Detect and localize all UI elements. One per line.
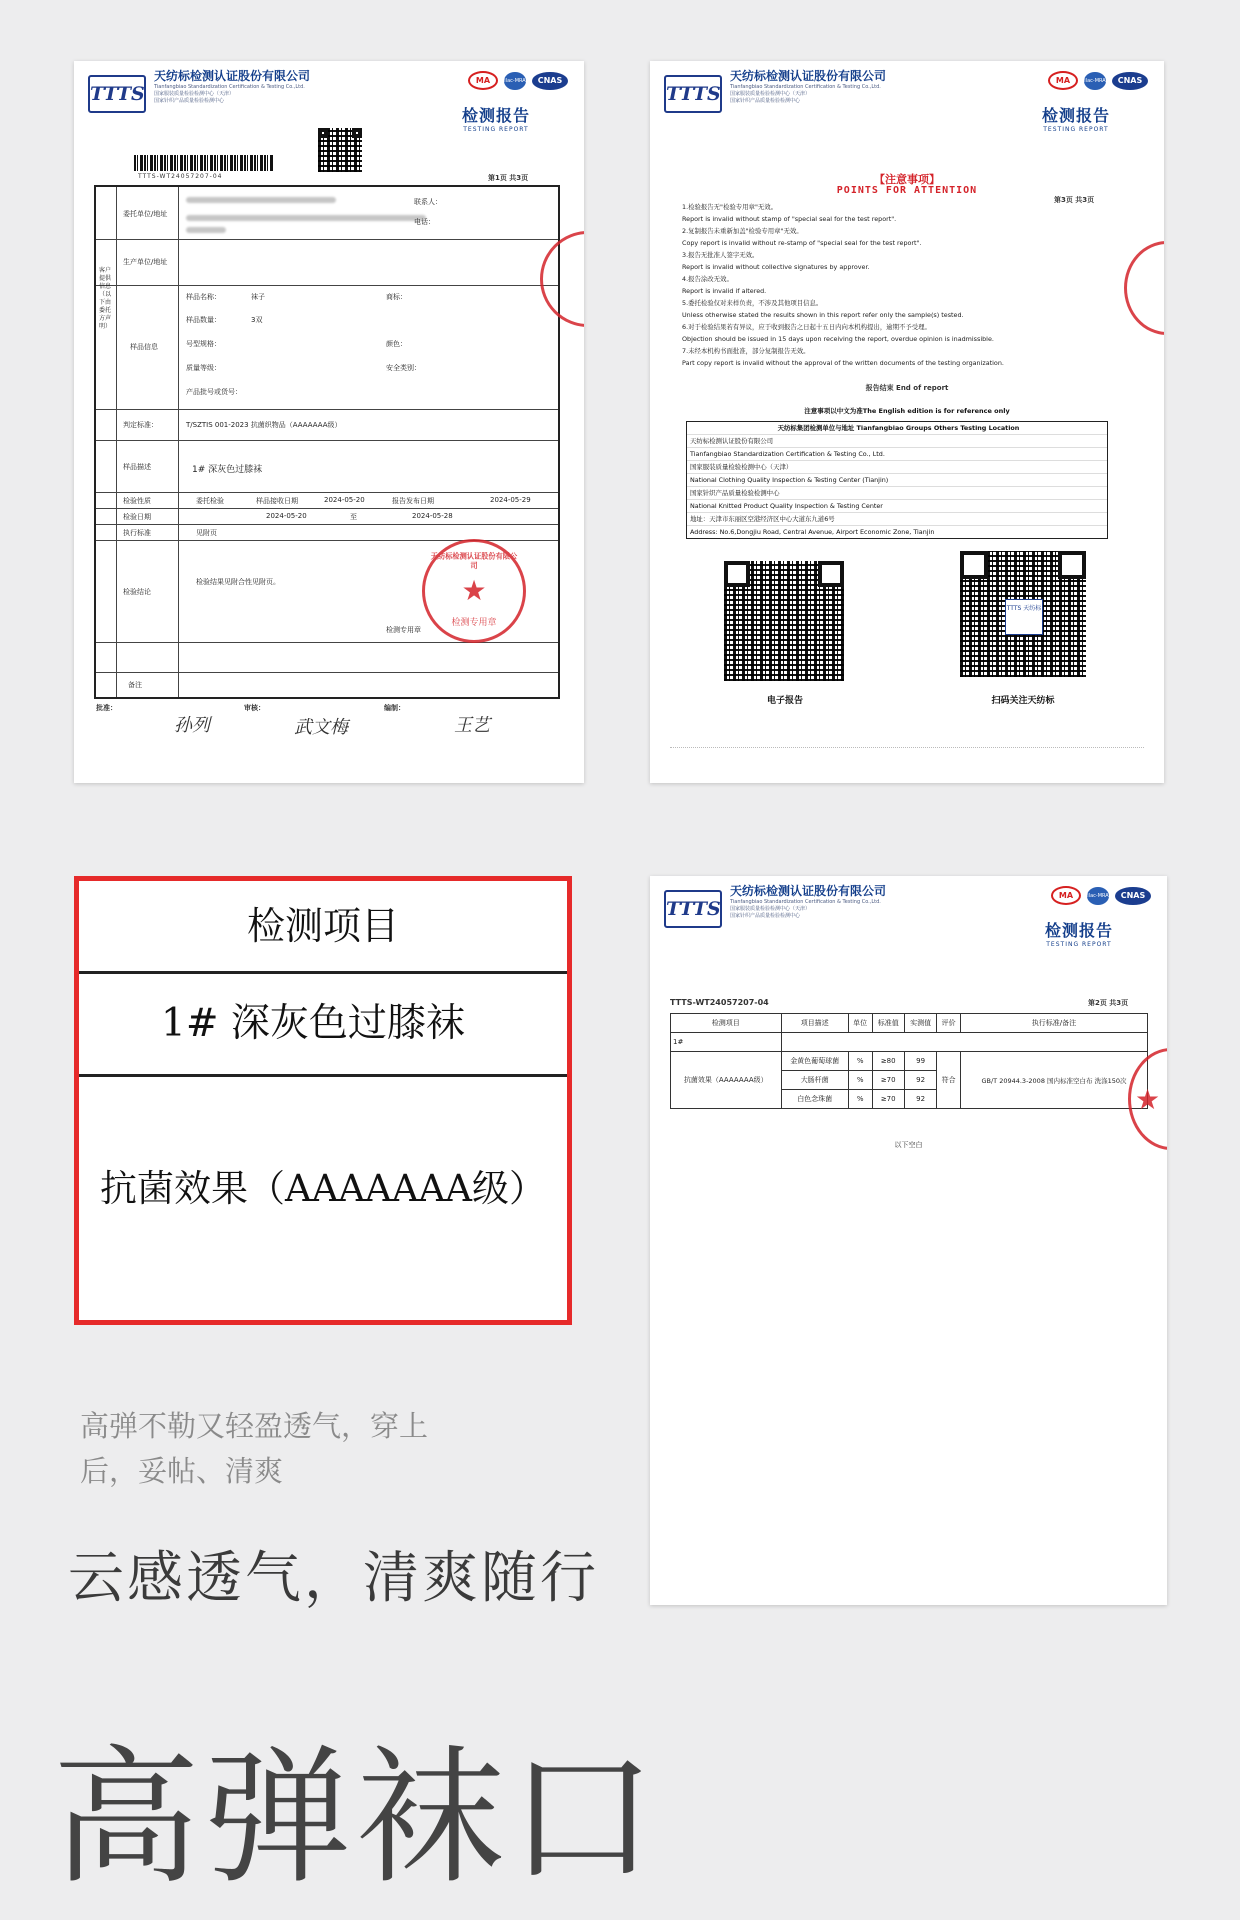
red-seal-icon: 天纺标检测认证股份有限公司 ★ 检测专用章 (422, 539, 526, 643)
unit-cell: % (848, 1090, 872, 1109)
cnas-mark-icon: CNAS (1115, 887, 1151, 905)
accreditation-marks (468, 71, 568, 90)
report-header (658, 878, 1159, 960)
attention-notes (682, 201, 1122, 369)
report-title-en: TESTING REPORT (1046, 941, 1112, 948)
issue-date-value: 2024-05-29 (490, 496, 531, 504)
edge-seal-icon (1124, 241, 1164, 335)
safety-label: 安全类别： (386, 364, 421, 372)
org-name-en: Tianfangbiao Standardization Certification & Testing Co.,Ltd. (730, 84, 881, 90)
report-number: TTTS-WT24057207-04 (138, 173, 223, 180)
qr-code-icon (318, 128, 362, 172)
report-title (1042, 103, 1110, 133)
author-label: 编制： (384, 704, 405, 712)
org-name: 天纺标检测认证股份有限公司 (154, 69, 311, 83)
center-2: 国家针织产品质量检验检测中心 (730, 98, 801, 104)
address-row: 天纺标检测认证股份有限公司 (687, 435, 1107, 448)
ilac-mark-icon: ilac-MRA (1084, 72, 1106, 90)
bacteria-name: 白色念珠菌 (781, 1090, 848, 1109)
sample-info-label: 样品信息 (130, 343, 158, 351)
ttts-logo: TTTS (664, 890, 722, 928)
exec-std-label: 执行标准 (123, 529, 151, 537)
ttts-logo: TTTS (88, 75, 146, 113)
brand-label: 商标： (386, 293, 407, 301)
std-cell: ≥70 (872, 1071, 904, 1090)
conclusion-value: 检验结果见附合性见附页。 (196, 578, 280, 586)
report-title-en: TESTING REPORT (463, 126, 529, 133)
report-header (658, 63, 1156, 145)
value-cell: 92 (904, 1071, 936, 1090)
address-row: Tianfangbiao Standardization Certification & Testing Co., Ltd. (687, 448, 1107, 461)
value-cell: 99 (904, 1052, 936, 1071)
page-indicator: 第2页 共3页 (1088, 999, 1129, 1007)
center-1: 国家服装质量检验检测中心（天津） (730, 91, 811, 97)
ilac-mark-icon: ilac-MRA (504, 72, 526, 90)
reviewer-label: 审核： (244, 704, 265, 712)
test-date-to: 2024-05-28 (412, 512, 453, 520)
address-row: Address: No.6,Dongjiu Road, Central Avenue, Airport Economic Zone, Tianjin (690, 528, 935, 536)
report-title-zh: 检测报告 (461, 106, 530, 125)
testing-report-page-1 (74, 61, 584, 783)
redacted-address (186, 215, 426, 221)
col-header: 实测值 (904, 1014, 936, 1033)
ma-mark-icon: MA (468, 71, 498, 90)
center-1: 国家服装质量检验检测中心（天津） (154, 91, 235, 97)
testing-report-page-2 (650, 876, 1167, 1605)
note-line: 1.检验报告无"检验专用章"无效。 (682, 203, 778, 211)
ilac-mark-icon: ilac-MRA (1087, 887, 1109, 905)
report-title (462, 103, 530, 133)
attention-title-zh: 【注意事项】 (874, 173, 940, 186)
note-line: 6.对于检验结果若有异议，应于收到报告之日起十五日内向本机构提出，逾期不予受理。 (682, 323, 931, 331)
reference-note: 注意事项以中文为准The English edition is for reference only (804, 407, 1010, 415)
producer-label: 生产单位/地址 (123, 258, 168, 266)
note-line: Report is invalid if altered. (682, 287, 767, 295)
barcode-icon (134, 155, 274, 171)
cnas-mark-icon: CNAS (1112, 72, 1148, 90)
report-title-zh: 检测报告 (1041, 106, 1110, 125)
item-cell: 抗菌效果（AAAAAAA级） (671, 1052, 782, 1109)
testing-report-page-3 (650, 61, 1164, 783)
footer-rule (670, 747, 1144, 748)
bacteria-name: 金黄色葡萄球菌 (781, 1052, 848, 1071)
exec-note-cell: GB/T 20944.3-2008 国内标准空白布 洗涤150次 (960, 1052, 1147, 1109)
standard-value: T/SZTIS 001-2023 抗菌织物品（AAAAAAA级） (186, 421, 342, 429)
org-block (730, 67, 990, 105)
note-line: 5.委托检验仅对来样负责，不涉及其他项目信息。 (682, 299, 823, 307)
col-header: 执行标准/备注 (960, 1014, 1147, 1033)
note-line: Copy report is invalid without re-stamp of "special seal for the test report". (682, 239, 922, 247)
redacted-client (186, 197, 336, 203)
table-header-row (671, 1014, 1148, 1033)
recv-date-value: 2024-05-20 (324, 496, 365, 504)
col-header: 评价 (937, 1014, 961, 1033)
evaluation-cell: 符合 (937, 1052, 961, 1109)
center-1: 国家服装质量检验检测中心（天津） (730, 906, 811, 912)
unit-cell: % (848, 1052, 872, 1071)
grade-label: 质量等级： (186, 364, 221, 372)
org-name: 天纺标检测认证股份有限公司 (730, 884, 887, 898)
address-row: 地址：天津市东丽区空港经济区中心大道东九道6号 (687, 513, 1107, 526)
sample-name-value: 袜子 (251, 293, 265, 301)
test-item-title: 检测项目 (79, 881, 567, 974)
qty-label: 样品数量： (186, 316, 221, 324)
color-label: 颜色： (386, 340, 407, 348)
org-name: 天纺标检测认证股份有限公司 (730, 69, 887, 83)
batch-label: 产品批号或货号： (186, 388, 242, 396)
address-row: 国家针织产品质量检验检测中心 (687, 487, 1107, 500)
col-header: 项目描述 (781, 1014, 848, 1033)
qr-badge: TTTS 天纺标 (1005, 599, 1043, 635)
cnas-mark-icon: CNAS (532, 72, 568, 90)
note-line: Objection should be issued in 15 days upon receiving the report, overdue opinion is inadmissible. (682, 335, 994, 343)
recv-date-label: 样品接收日期 (256, 497, 298, 505)
test-item-panel (74, 876, 572, 1325)
address-row: National Clothing Quality Inspection & Testing Center (Tianjin) (687, 474, 1107, 487)
std-cell: ≥70 (872, 1090, 904, 1109)
phone-label: 电话： (414, 218, 435, 226)
exec-std-value: 见附页 (196, 529, 217, 537)
desc-value: 1# 深灰色过膝袜 (192, 465, 263, 475)
conclusion-label: 检验结论 (123, 588, 151, 596)
unit-cell: % (848, 1071, 872, 1090)
caption-small: 高弹不勒又轻盈透气，穿上后，妥帖、清爽 (80, 1409, 429, 1488)
stamp-note: 检测专用章 (386, 626, 421, 634)
caption-large: 高弹袜口 (52, 1732, 660, 1904)
ma-mark-icon: MA (1048, 71, 1078, 90)
note-line: 4.报告涂改无效。 (682, 275, 733, 283)
row-id: 1# (671, 1033, 782, 1052)
table-row (671, 1033, 1148, 1052)
note-line: 7.未经本机构书面批准，部分复制报告无效。 (682, 347, 810, 355)
note-line: 3.报告无批准人签字无效。 (682, 251, 759, 259)
issue-date-label: 报告发布日期 (392, 497, 434, 505)
test-item-name: 1# 深灰色过膝袜 (79, 974, 567, 1077)
attention-title-en: POINTS FOR ATTENTION (836, 185, 978, 196)
ma-mark-icon: MA (1051, 886, 1081, 905)
test-item-result: 抗菌效果（AAAAAAA级） (99, 1167, 547, 1210)
center-2: 国家针织产品质量检验检测中心 (730, 913, 801, 919)
edge-seal-icon: ★ (1128, 1048, 1167, 1150)
address-row: 国家服装质量检验检测中心（天津） (687, 461, 1107, 474)
note-line: 2.复制报告未重新加盖"检验专用章"无效。 (682, 227, 803, 235)
address-row: National Knitted Product Quality Inspection & Testing Center (687, 500, 1107, 513)
end-of-report: 报告结束 End of report (865, 384, 949, 392)
address-box (686, 421, 1108, 539)
test-date-from: 2024-05-20 (266, 512, 307, 520)
redacted-address-2 (186, 227, 226, 233)
check-type-value: 委托检验 (196, 497, 224, 505)
accreditation-marks (1051, 886, 1151, 905)
std-cell: ≥80 (872, 1052, 904, 1071)
accreditation-marks (1048, 71, 1148, 90)
approver-label: 批准： (96, 704, 117, 712)
address-header: 天纺标集团检测单位与地址 Tianfangbiao Groups Others Testing Location (687, 422, 1107, 435)
table-row (671, 1052, 1148, 1071)
test-date-to-label: 至 (350, 513, 357, 521)
model-label: 号型规格： (186, 340, 221, 348)
test-date-label: 检验日期 (123, 513, 151, 521)
note-line: Unless otherwise stated the results shown in this report refer only the sample(s) tested. (682, 311, 964, 319)
org-name-en: Tianfangbiao Standardization Certification & Testing Co.,Ltd. (154, 84, 305, 90)
page-indicator: 第3页 共3页 (1054, 196, 1095, 204)
results-table (670, 1013, 1148, 1109)
col-header: 标准值 (872, 1014, 904, 1033)
report-title-en: TESTING REPORT (1043, 126, 1109, 133)
client-label: 委托单位/地址 (123, 210, 168, 218)
note-line: Report is invalid without stamp of "special seal for the test report". (682, 215, 897, 223)
note-line: Report is invalid without collective signatures by approver. (682, 263, 870, 271)
org-name-en: Tianfangbiao Standardization Certification & Testing Co.,Ltd. (730, 899, 881, 905)
page-indicator: 第1页 共3页 (488, 174, 529, 182)
center-2: 国家针织产品质量检验检测中心 (154, 98, 225, 104)
check-type-label: 检验性质 (123, 497, 151, 505)
bacteria-name: 大肠杆菌 (781, 1071, 848, 1090)
col-header: 检测项目 (671, 1014, 782, 1033)
report-title (1045, 918, 1113, 948)
blank-note: 以下空白 (894, 1141, 923, 1149)
remark-label: 备注 (128, 681, 142, 689)
report-number: TTTS-WT24057207-04 (670, 998, 769, 1007)
desc-label: 样品描述 (123, 463, 151, 471)
org-block (730, 882, 990, 920)
sample-name-label: 样品名称： (186, 293, 221, 301)
qty-value: 3双 (251, 316, 263, 324)
report-title-zh: 检测报告 (1044, 921, 1113, 940)
e-report-caption: 电子报告 (766, 696, 803, 706)
follow-caption: 扫码关注天纺标 (991, 696, 1055, 706)
note-line: Part copy report is invalid without the approval of the written documents of the testing organization. (682, 359, 1004, 367)
caption-medium: 云感透气，清爽随行 (68, 1546, 599, 1611)
value-cell: 92 (904, 1090, 936, 1109)
signature-approver: 孙列 (174, 715, 210, 736)
org-block (154, 67, 414, 105)
side-label: 客户提供信息（以下由委托方声明） (99, 267, 112, 330)
contact-label: 联系人： (414, 198, 442, 206)
ttts-logo: TTTS (664, 75, 722, 113)
signature-author: 王艺 (454, 715, 490, 736)
e-report-qr-code-icon (724, 561, 844, 681)
signature-reviewer: 武文梅 (294, 717, 348, 738)
col-header: 单位 (848, 1014, 872, 1033)
standard-label: 判定标准： (123, 421, 158, 429)
